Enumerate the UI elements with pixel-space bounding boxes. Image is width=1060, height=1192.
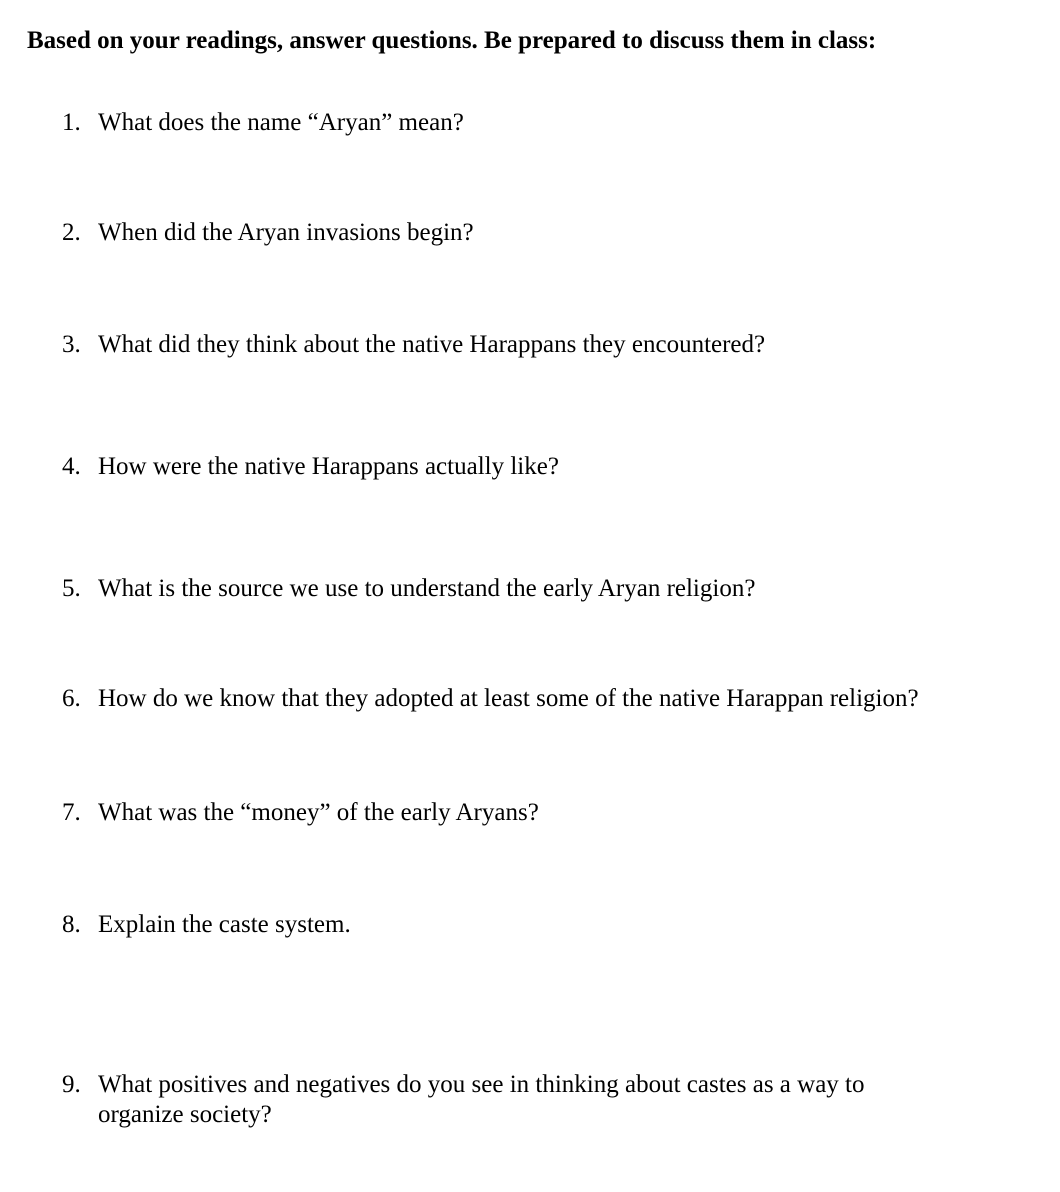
question-item	[62, 108, 962, 138]
question-number: 3.	[62, 331, 81, 358]
question-item	[62, 1070, 962, 1130]
question-text: What did they think about the native Harappans they encountered?	[98, 331, 766, 358]
question-number: 4.	[62, 453, 81, 480]
question-item	[62, 910, 962, 940]
question-text: What does the name “Aryan” mean?	[98, 109, 464, 136]
question-number: 5.	[62, 575, 81, 602]
question-number: 9.	[62, 1071, 81, 1098]
question-text: Explain the caste system.	[98, 911, 351, 938]
question-item	[62, 684, 962, 714]
question-number: 8.	[62, 911, 81, 938]
question-number: 6.	[62, 685, 81, 712]
question-number: 1.	[62, 109, 81, 136]
question-number: 2.	[62, 219, 81, 246]
question-text: What positives and negatives do you see in thinking about castes as a way to organize society?	[98, 1071, 865, 1128]
question-item	[62, 452, 962, 482]
question-text: What is the source we use to understand the early Aryan religion?	[98, 575, 756, 602]
question-item	[62, 798, 962, 828]
question-text: When did the Aryan invasions begin?	[98, 219, 474, 246]
question-text: How do we know that they adopted at least some of the native Harappan religion?	[98, 685, 919, 712]
question-item	[62, 218, 962, 248]
question-text: What was the “money” of the early Aryans?	[98, 799, 539, 826]
page-heading: Based on your readings, answer questions. Be prepared to discuss them in class:	[27, 27, 877, 54]
question-item	[62, 330, 962, 360]
question-item	[62, 574, 962, 604]
question-number: 7.	[62, 799, 81, 826]
question-text: How were the native Harappans actually like?	[98, 453, 559, 480]
